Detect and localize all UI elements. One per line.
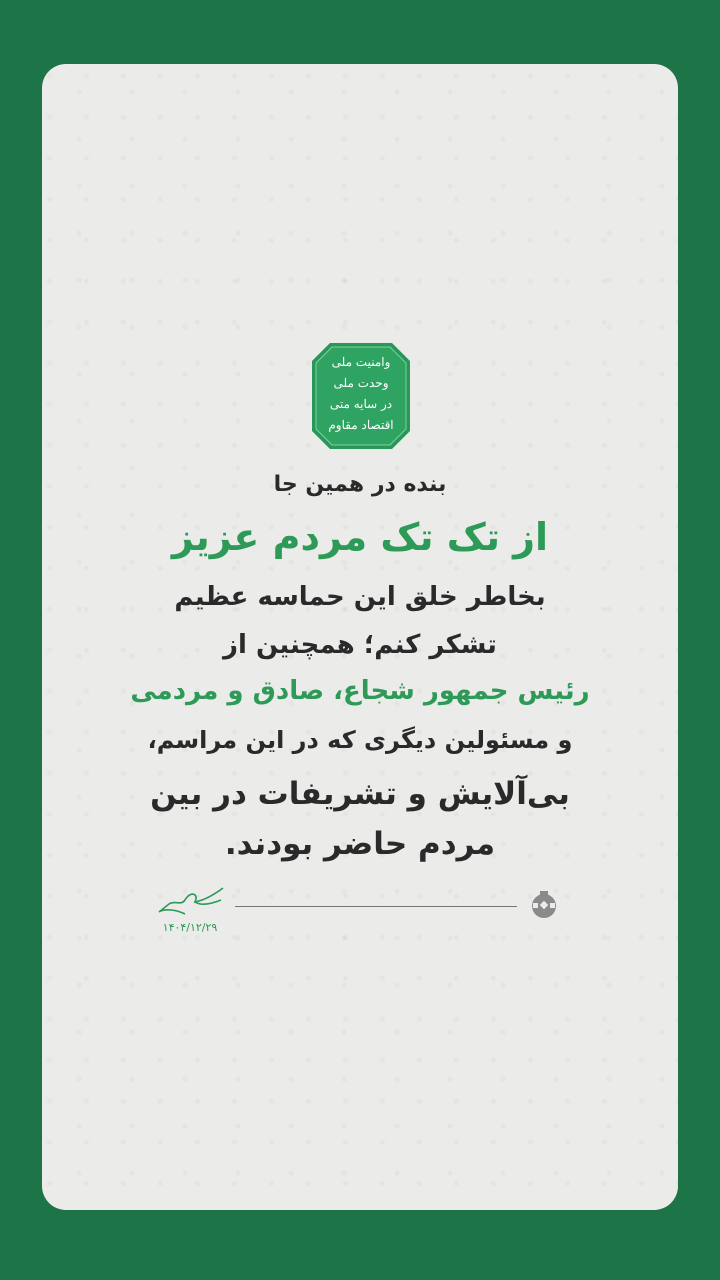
quote-headline: از تک تک مردم عزیز <box>171 515 549 559</box>
quote-line-4: تشکر کنم؛ همچنین از <box>223 630 497 660</box>
quote-line-1: بنده در همین جا <box>273 472 447 497</box>
divider <box>235 906 517 907</box>
logo-line: وحدت ملی <box>333 376 389 390</box>
logo-line: در سایه متی <box>329 397 393 411</box>
date-text: ۱۴۰۴/۱۲/۲۹ <box>162 921 218 934</box>
logo-text <box>312 352 410 436</box>
logo-line: وامنیت ملی <box>331 355 391 369</box>
quote-line-7: بی‌آلایش و تشریفات در بین <box>150 776 570 812</box>
quote-line-6: و مسئولین دیگری که در این مراسم، <box>147 726 573 754</box>
quote-line-3: بخاطر خلق این حماسه عظیم <box>174 582 546 612</box>
quote-line-5: رئیس جمهور شجاع، صادق و مردمی <box>130 676 590 706</box>
logo-line: اقتصاد مقاوم <box>328 418 394 432</box>
emblem-icon <box>528 889 560 919</box>
signature-icon <box>155 880 225 920</box>
quote-line-8: مردم حاضر بودند. <box>224 826 496 862</box>
